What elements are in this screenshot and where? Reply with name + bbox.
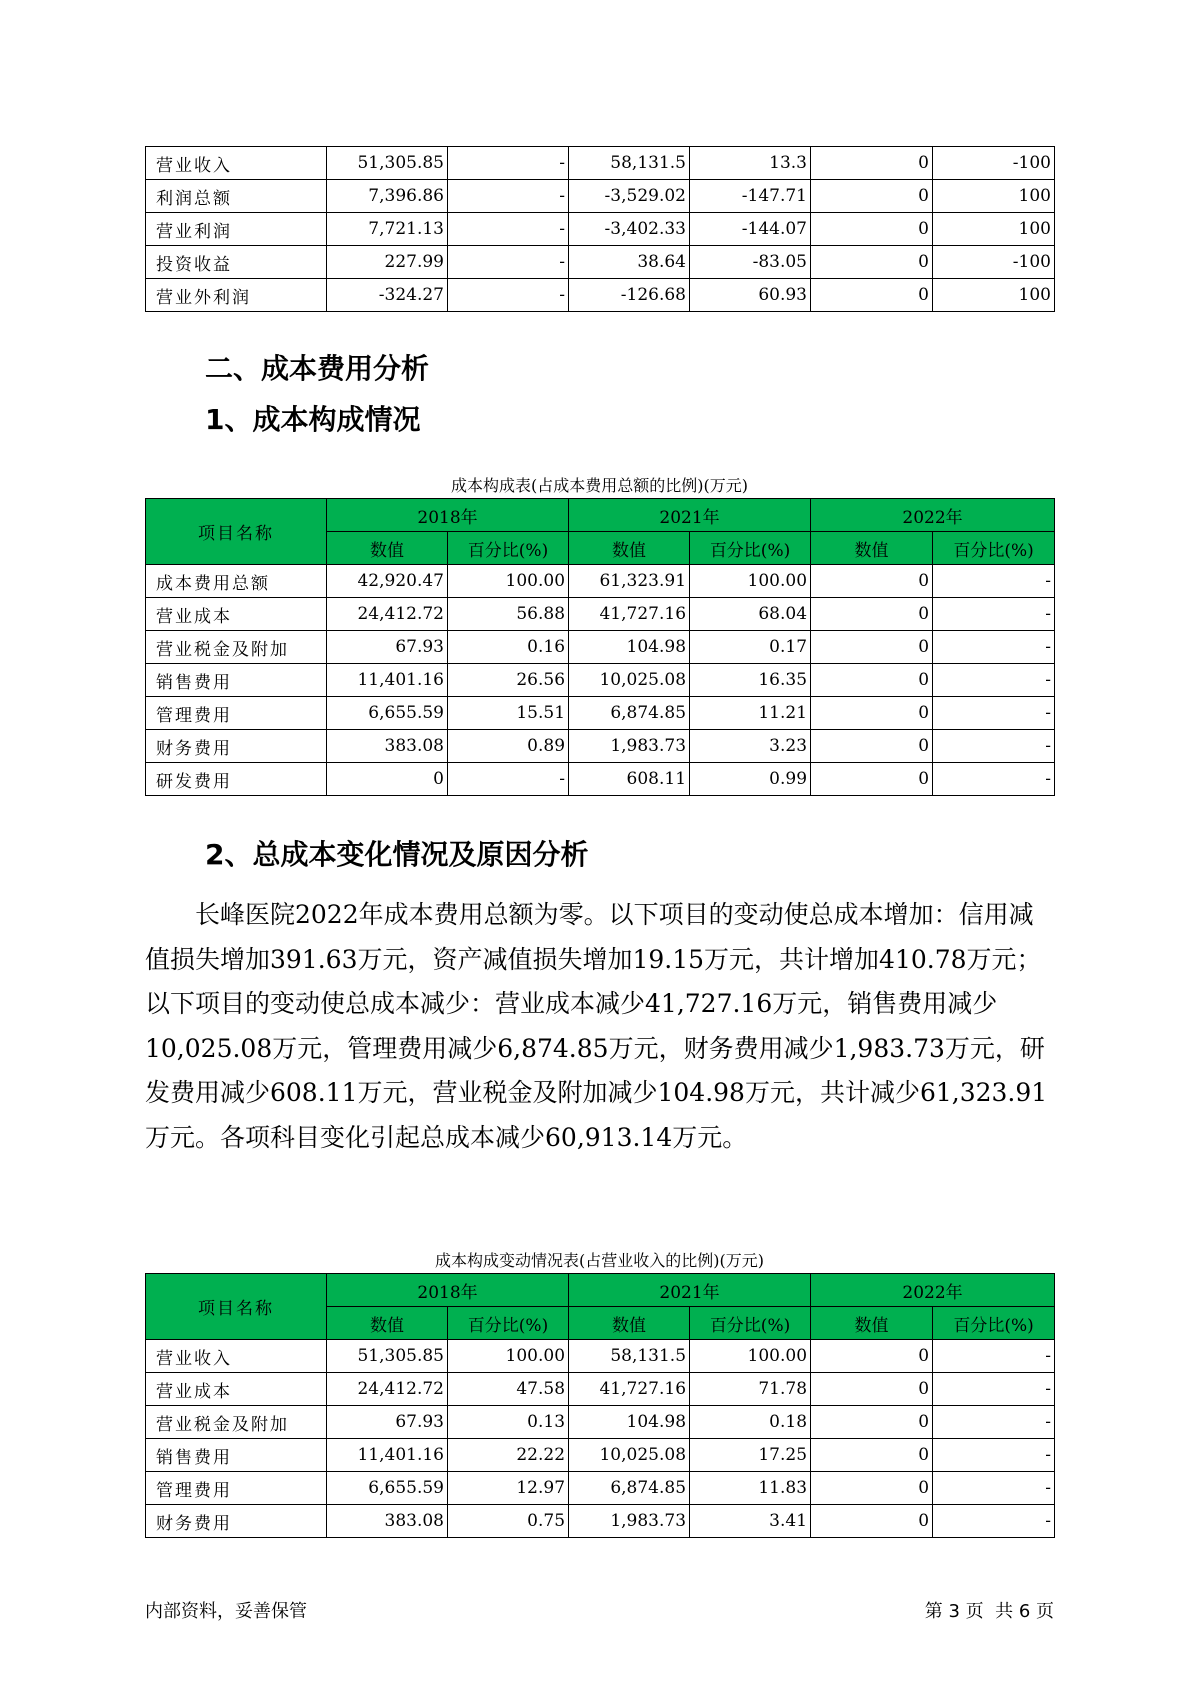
- table-cell: 0: [811, 697, 933, 730]
- column-header-value: 数值: [811, 1307, 933, 1340]
- table-cell: 0.18: [690, 1406, 811, 1439]
- table-cell: 7,396.86: [327, 180, 448, 213]
- table-row: [146, 697, 1055, 730]
- table-cell: 0: [811, 1373, 933, 1406]
- table-cell: 26.56: [448, 664, 569, 697]
- table-cell: 17.25: [690, 1439, 811, 1472]
- row-label: 投资收益: [146, 246, 327, 279]
- table-cell: 11,401.16: [327, 664, 448, 697]
- table-cell: 3.41: [690, 1505, 811, 1538]
- table-cell: 0: [811, 730, 933, 763]
- table-cell: -: [933, 1472, 1055, 1505]
- footer-confidential-note: 内部资料，妥善保管: [145, 1601, 307, 1622]
- table-cell: 68.04: [690, 598, 811, 631]
- table-cell: 0: [811, 565, 933, 598]
- table-cell: 100: [933, 180, 1055, 213]
- table-cell: 6,655.59: [327, 697, 448, 730]
- table-cell: 15.51: [448, 697, 569, 730]
- cost-change-table: [145, 1273, 1055, 1538]
- table-cell: 100.00: [448, 1340, 569, 1373]
- table-cell: 67.93: [327, 631, 448, 664]
- table-cell: 22.22: [448, 1439, 569, 1472]
- column-header-year: 2018年: [327, 499, 569, 532]
- table-cell: 100.00: [690, 565, 811, 598]
- table-cell: 47.58: [448, 1373, 569, 1406]
- table-cell: -: [448, 147, 569, 180]
- table-row: [146, 565, 1055, 598]
- table-cell: 0: [811, 1472, 933, 1505]
- table-cell: 227.99: [327, 246, 448, 279]
- table-cell: -126.68: [569, 279, 690, 312]
- table-cell: -3,529.02: [569, 180, 690, 213]
- table-cell: 67.93: [327, 1406, 448, 1439]
- table-cell: 104.98: [569, 1406, 690, 1439]
- column-header-percent: 百分比(%): [448, 1307, 569, 1340]
- column-header-value: 数值: [327, 532, 448, 565]
- row-label: 营业外利润: [146, 279, 327, 312]
- table-cell: 0.13: [448, 1406, 569, 1439]
- table-row: [146, 213, 1055, 246]
- table-cell: 51,305.85: [327, 147, 448, 180]
- table-row: [146, 1373, 1055, 1406]
- table-cell: -: [933, 631, 1055, 664]
- table-cell: 13.3: [690, 147, 811, 180]
- row-label: 研发费用: [146, 763, 327, 796]
- table-cell: 383.08: [327, 730, 448, 763]
- table-cell: -: [448, 180, 569, 213]
- row-label: 营业收入: [146, 1340, 327, 1373]
- table-cell: -: [933, 1439, 1055, 1472]
- table-cell: 0.99: [690, 763, 811, 796]
- subsection-heading-cost-structure: 1、成本构成情况: [205, 403, 421, 436]
- table-cell: 60.93: [690, 279, 811, 312]
- table-row: [146, 147, 1055, 180]
- table-caption: 成本构成变动情况表(占营业收入的比例)(万元): [435, 1251, 764, 1270]
- table-cell: 104.98: [569, 631, 690, 664]
- table-cell: 100.00: [690, 1340, 811, 1373]
- table-cell: 0.16: [448, 631, 569, 664]
- column-header-percent: 百分比(%): [690, 532, 811, 565]
- row-label: 营业利润: [146, 213, 327, 246]
- table-cell: -: [448, 763, 569, 796]
- table-cell: -144.07: [690, 213, 811, 246]
- table-row: [146, 180, 1055, 213]
- table-cell: 16.35: [690, 664, 811, 697]
- table-row: [146, 246, 1055, 279]
- column-header-year: 2021年: [569, 1274, 811, 1307]
- table-row: [146, 631, 1055, 664]
- table-cell: 12.97: [448, 1472, 569, 1505]
- table-cell: -: [933, 598, 1055, 631]
- table-cell: -: [933, 730, 1055, 763]
- column-header-value: 数值: [569, 1307, 690, 1340]
- row-label: 销售费用: [146, 664, 327, 697]
- table-cell: 0: [811, 763, 933, 796]
- table-cell: -: [933, 1505, 1055, 1538]
- table-cell: -: [933, 1373, 1055, 1406]
- table-cell: 1,983.73: [569, 730, 690, 763]
- table-cell: 11.83: [690, 1472, 811, 1505]
- table-row: [146, 730, 1055, 763]
- table-cell: 100: [933, 279, 1055, 312]
- table-row: [146, 763, 1055, 796]
- table-cell: 71.78: [690, 1373, 811, 1406]
- table-cell: 7,721.13: [327, 213, 448, 246]
- table-cell: -: [933, 763, 1055, 796]
- table-cell: 0: [811, 598, 933, 631]
- table-cell: 0: [811, 1505, 933, 1538]
- table-cell: 10,025.08: [569, 1439, 690, 1472]
- table-caption: 成本构成表(占成本费用总额的比例)(万元): [451, 476, 748, 495]
- row-label: 营业税金及附加: [146, 631, 327, 664]
- row-label: 销售费用: [146, 1439, 327, 1472]
- row-label: 营业成本: [146, 598, 327, 631]
- column-header-percent: 百分比(%): [933, 1307, 1055, 1340]
- table-cell: 608.11: [569, 763, 690, 796]
- table-row: [146, 1406, 1055, 1439]
- table-cell: 0: [811, 631, 933, 664]
- analysis-paragraph: 长峰医院2022年成本费用总额为零。以下项目的变动使总成本增加：信用减值损失增加391.63万元，资产减值损失增加19.15万元，共计增加410.78万元；以下项目的变动使总成本减少：营业成本减少41,727.16万元，销售费用减少10,025.08万元，管理费用减少6,874.85万元，财务费用减少1,983.73万元，研发费用减少608.11万元，营业税金及附加减少104.98万元，共计减少61,323.91万元。各项科目变化引起总成本减少60,913.14万元。: [145, 900, 1048, 1152]
- table-cell: 3.23: [690, 730, 811, 763]
- table-cell: 383.08: [327, 1505, 448, 1538]
- column-header-percent: 百分比(%): [448, 532, 569, 565]
- row-label: 营业收入: [146, 147, 327, 180]
- table-cell: -324.27: [327, 279, 448, 312]
- table-cell: 38.64: [569, 246, 690, 279]
- table-cell: -83.05: [690, 246, 811, 279]
- table-cell: 56.88: [448, 598, 569, 631]
- table-row: [146, 279, 1055, 312]
- row-label: 管理费用: [146, 697, 327, 730]
- row-label: 财务费用: [146, 1505, 327, 1538]
- column-header-year: 2022年: [811, 499, 1055, 532]
- row-label: 利润总额: [146, 180, 327, 213]
- table-cell: 10,025.08: [569, 664, 690, 697]
- table-cell: 24,412.72: [327, 1373, 448, 1406]
- table-cell: -: [933, 565, 1055, 598]
- table-cell: 0: [811, 246, 933, 279]
- table-cell: 0.89: [448, 730, 569, 763]
- table-row: [146, 1439, 1055, 1472]
- column-header-percent: 百分比(%): [690, 1307, 811, 1340]
- column-header-year: 2022年: [811, 1274, 1055, 1307]
- column-header-item-name: 项目名称: [146, 1274, 327, 1340]
- table-cell: 41,727.16: [569, 1373, 690, 1406]
- revenue-profit-table: [145, 146, 1055, 312]
- table-cell: 6,874.85: [569, 697, 690, 730]
- table-cell: 42,920.47: [327, 565, 448, 598]
- table-cell: 0: [811, 664, 933, 697]
- table-cell: -100: [933, 147, 1055, 180]
- table-row: [146, 1340, 1055, 1373]
- row-label: 成本费用总额: [146, 565, 327, 598]
- column-header-percent: 百分比(%): [933, 532, 1055, 565]
- cost-structure-table-body: [146, 565, 1055, 796]
- table-cell: -: [448, 279, 569, 312]
- table-cell: -3,402.33: [569, 213, 690, 246]
- section-heading: 二、成本费用分析: [205, 352, 430, 385]
- row-label: 营业成本: [146, 1373, 327, 1406]
- table-cell: 100.00: [448, 565, 569, 598]
- table-cell: 1,983.73: [569, 1505, 690, 1538]
- table-cell: 58,131.5: [569, 147, 690, 180]
- column-header-value: 数值: [327, 1307, 448, 1340]
- table-cell: -: [448, 246, 569, 279]
- table-cell: -: [933, 664, 1055, 697]
- table-cell: 51,305.85: [327, 1340, 448, 1373]
- table-row: [146, 598, 1055, 631]
- column-header-value: 数值: [811, 532, 933, 565]
- cost-change-table-body: [146, 1340, 1055, 1538]
- footer-page-number: 第 3 页 共 6 页: [924, 1601, 1054, 1622]
- table-cell: 6,874.85: [569, 1472, 690, 1505]
- table-cell: 0: [811, 213, 933, 246]
- column-header-year: 2018年: [327, 1274, 569, 1307]
- table-cell: 0.75: [448, 1505, 569, 1538]
- table-cell: -100: [933, 246, 1055, 279]
- table-cell: 11,401.16: [327, 1439, 448, 1472]
- table-cell: 100: [933, 213, 1055, 246]
- column-header-value: 数值: [569, 532, 690, 565]
- table-row: [146, 664, 1055, 697]
- row-label: 财务费用: [146, 730, 327, 763]
- table-cell: 11.21: [690, 697, 811, 730]
- table-cell: 61,323.91: [569, 565, 690, 598]
- table-cell: 24,412.72: [327, 598, 448, 631]
- table-row: [146, 1505, 1055, 1538]
- table-cell: 0.17: [690, 631, 811, 664]
- column-header-item-name: 项目名称: [146, 499, 327, 565]
- table-cell: -147.71: [690, 180, 811, 213]
- table-cell: 0: [811, 147, 933, 180]
- column-header-year: 2021年: [569, 499, 811, 532]
- table-cell: 41,727.16: [569, 598, 690, 631]
- table-cell: 0: [811, 279, 933, 312]
- table-cell: 0: [811, 1406, 933, 1439]
- table-row: [146, 1472, 1055, 1505]
- table-cell: -: [933, 1340, 1055, 1373]
- table-cell: -: [448, 213, 569, 246]
- table-cell: 58,131.5: [569, 1340, 690, 1373]
- table-cell: -: [933, 1406, 1055, 1439]
- table-cell: 0: [327, 763, 448, 796]
- subsection-heading-cost-change: 2、总成本变化情况及原因分析: [205, 838, 589, 871]
- table-cell: 0: [811, 1340, 933, 1373]
- row-label: 营业税金及附加: [146, 1406, 327, 1439]
- table-cell: 0: [811, 1439, 933, 1472]
- revenue-profit-table-body: [146, 147, 1055, 312]
- table-cell: -: [933, 697, 1055, 730]
- row-label: 管理费用: [146, 1472, 327, 1505]
- table-cell: 6,655.59: [327, 1472, 448, 1505]
- table-cell: 0: [811, 180, 933, 213]
- cost-structure-table: [145, 498, 1055, 796]
